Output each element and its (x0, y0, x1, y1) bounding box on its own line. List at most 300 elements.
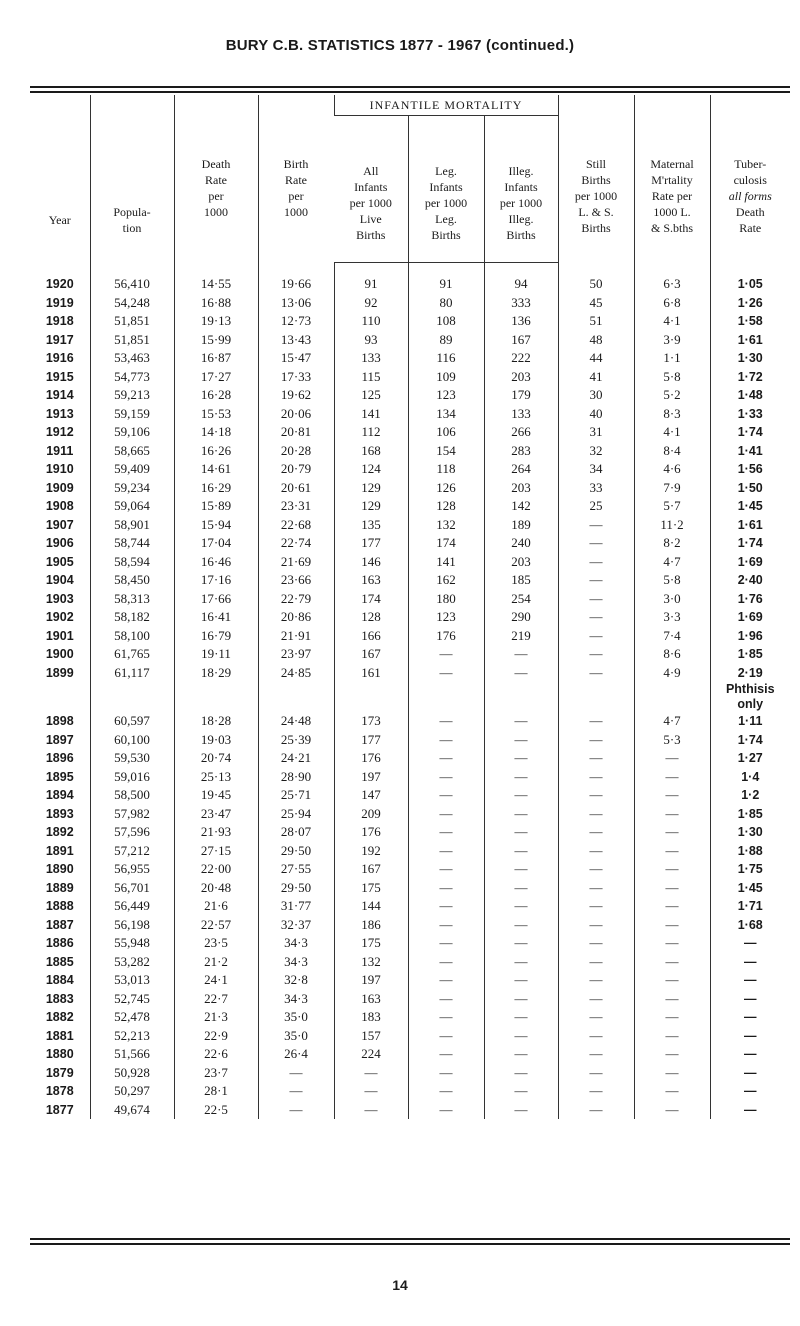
cell-leg-infants: 116 (408, 349, 484, 368)
cell-all-infants: 197 (334, 768, 408, 787)
cell-illeg-infants: — (484, 731, 558, 750)
cell-birth-rate: — (258, 1082, 334, 1101)
cell-all-infants: 110 (334, 312, 408, 331)
cell-birth-rate: 20·28 (258, 442, 334, 461)
cell-birth-rate: 34·3 (258, 953, 334, 972)
cell-maternal-mortality: — (634, 805, 710, 824)
cell-tb-death-rate: 1·05 (710, 275, 790, 294)
cell-birth-rate: 34·3 (258, 990, 334, 1009)
cell-still-births: — (558, 516, 634, 535)
cell-still-births: — (558, 842, 634, 861)
cell-tb-death-rate: 1·2 (710, 786, 790, 805)
cell-tb-death-rate: 1·72 (710, 368, 790, 387)
cell-population: 56,701 (90, 879, 174, 898)
cell-leg-infants: — (408, 645, 484, 664)
cell-all-infants: — (334, 1082, 408, 1101)
spacer-cell (174, 263, 258, 276)
cell-all-infants: 224 (334, 1045, 408, 1064)
table-row (30, 1064, 790, 1083)
cell-tb-death-rate: 1·61 (710, 516, 790, 535)
cell-still-births: 50 (558, 275, 634, 294)
header-illeg-infants: Illeg. Infants per 1000 Illeg. Births (484, 116, 558, 263)
cell-illeg-infants: — (484, 1101, 558, 1120)
table-row (30, 860, 790, 879)
cell-tb-death-rate: 1·58 (710, 312, 790, 331)
cell-still-births: — (558, 916, 634, 935)
cell-birth-rate: 19·62 (258, 386, 334, 405)
bottom-double-rule-lower (30, 1243, 790, 1245)
cell-year: 1920 (45, 277, 74, 292)
cell-still-births: — (558, 1064, 634, 1083)
cell-birth-rate: — (258, 1064, 334, 1083)
cell-death-rate: 17·66 (174, 590, 258, 609)
cell-death-rate: 22·00 (174, 860, 258, 879)
cell-year: 1903 (45, 591, 74, 606)
cell-all-infants: 176 (334, 823, 408, 842)
table-row (30, 1027, 790, 1046)
cell-illeg-infants: 203 (484, 368, 558, 387)
cell-still-births: — (558, 879, 634, 898)
cell-leg-infants: — (408, 897, 484, 916)
cell-still-births: — (558, 1082, 634, 1101)
cell-maternal-mortality: — (634, 823, 710, 842)
cell-maternal-mortality: — (634, 879, 710, 898)
cell-population: 61,117 (90, 664, 174, 683)
page-title: BURY C.B. STATISTICS 1877 - 1967 (continued.) (225, 37, 575, 54)
cell-still-births: — (558, 934, 634, 953)
cell-birth-rate: 24·21 (258, 749, 334, 768)
cell-birth-rate: 26·4 (258, 1045, 334, 1064)
cell-death-rate: 17·16 (174, 571, 258, 590)
cell-population: 52,213 (90, 1027, 174, 1046)
cell-all-infants: 115 (334, 368, 408, 387)
cell-tb-death-rate: 1·48 (710, 386, 790, 405)
cell-illeg-infants: 185 (484, 571, 558, 590)
cell-all-infants: 173 (334, 712, 408, 731)
spacer-cell (30, 263, 90, 276)
cell-all-infants: — (334, 1064, 408, 1083)
cell-population: 53,013 (90, 971, 174, 990)
cell-population: 54,248 (90, 294, 174, 313)
cell-illeg-infants: — (484, 786, 558, 805)
cell-tb-death-rate: 1·88 (710, 842, 790, 861)
cell-maternal-mortality: — (634, 786, 710, 805)
cell-population: 51,566 (90, 1045, 174, 1064)
cell-illeg-infants: 333 (484, 294, 558, 313)
cell-birth-rate: 23·66 (258, 571, 334, 590)
cell-birth-rate: 20·79 (258, 460, 334, 479)
cell-year: 1906 (45, 536, 74, 551)
cell-still-births: — (558, 786, 634, 805)
cell-death-rate: 15·99 (174, 331, 258, 350)
cell-year: 1913 (45, 406, 74, 421)
cell-death-rate: 22·6 (174, 1045, 258, 1064)
cell-leg-infants: — (408, 990, 484, 1009)
cell-death-rate: 16·87 (174, 349, 258, 368)
spacer-cell (258, 682, 334, 712)
cell-illeg-infants: 179 (484, 386, 558, 405)
cell-maternal-mortality: 6·3 (634, 275, 710, 294)
cell-illeg-infants: 283 (484, 442, 558, 461)
header-leg-infants: Leg. Infants per 1000 Leg. Births (408, 116, 484, 263)
cell-all-infants: 147 (334, 786, 408, 805)
table-row (30, 368, 790, 387)
cell-birth-rate: 21·69 (258, 553, 334, 572)
cell-maternal-mortality: — (634, 749, 710, 768)
header-still-births: Still Births per 1000 L. & S. Births (558, 95, 634, 263)
cell-population: 57,596 (90, 823, 174, 842)
table-row (30, 1045, 790, 1064)
cell-leg-infants: 174 (408, 534, 484, 553)
table-row (30, 934, 790, 953)
spacer-row (30, 263, 790, 276)
table-row (30, 1008, 790, 1027)
cell-year: 1893 (45, 806, 74, 821)
cell-tb-death-rate: 1·33 (710, 405, 790, 424)
cell-illeg-infants: — (484, 953, 558, 972)
table-row (30, 645, 790, 664)
cell-tb-death-rate: 1·26 (710, 294, 790, 313)
cell-population: 50,928 (90, 1064, 174, 1083)
table-row (30, 571, 790, 590)
cell-illeg-infants: 203 (484, 553, 558, 572)
cell-leg-infants: 134 (408, 405, 484, 424)
cell-leg-infants: 123 (408, 608, 484, 627)
cell-still-births: — (558, 645, 634, 664)
cell-tb-death-rate: 1·30 (710, 823, 790, 842)
table-row (30, 479, 790, 498)
cell-death-rate: 21·3 (174, 1008, 258, 1027)
cell-birth-rate: 12·73 (258, 312, 334, 331)
cell-birth-rate: 20·81 (258, 423, 334, 442)
cell-still-births: 51 (558, 312, 634, 331)
cell-tb-death-rate: 1·68 (710, 916, 790, 935)
cell-year: 1890 (45, 862, 74, 877)
cell-birth-rate: 21·91 (258, 627, 334, 646)
table-row (30, 664, 790, 683)
cell-maternal-mortality: — (634, 1008, 710, 1027)
cell-tb-death-rate: — (710, 1082, 790, 1101)
cell-population: 59,064 (90, 497, 174, 516)
cell-death-rate: 15·89 (174, 497, 258, 516)
table-row (30, 331, 790, 350)
cell-all-infants: 209 (334, 805, 408, 824)
cell-death-rate: 17·04 (174, 534, 258, 553)
cell-leg-infants: — (408, 712, 484, 731)
cell-still-births: — (558, 749, 634, 768)
cell-year: 1877 (45, 1102, 74, 1117)
cell-still-births: — (558, 553, 634, 572)
spacer-cell (90, 682, 174, 712)
cell-birth-rate: 25·71 (258, 786, 334, 805)
cell-birth-rate: 20·06 (258, 405, 334, 424)
cell-year: 1883 (45, 991, 74, 1006)
cell-birth-rate: 19·66 (258, 275, 334, 294)
cell-maternal-mortality: — (634, 1082, 710, 1101)
cell-tb-death-rate: — (710, 1045, 790, 1064)
table-row (30, 1082, 790, 1101)
table-row (30, 405, 790, 424)
cell-maternal-mortality: 5·8 (634, 368, 710, 387)
cell-tb-death-rate: 1·69 (710, 608, 790, 627)
cell-illeg-infants: 219 (484, 627, 558, 646)
table-body (30, 263, 790, 1120)
cell-illeg-infants: — (484, 664, 558, 683)
cell-tb-death-rate: 1·45 (710, 879, 790, 898)
cell-illeg-infants: 189 (484, 516, 558, 535)
cell-year: 1878 (45, 1084, 74, 1099)
cell-illeg-infants: — (484, 823, 558, 842)
cell-illeg-infants: 136 (484, 312, 558, 331)
cell-still-births: — (558, 712, 634, 731)
cell-death-rate: 20·74 (174, 749, 258, 768)
cell-illeg-infants: 203 (484, 479, 558, 498)
cell-still-births: 45 (558, 294, 634, 313)
cell-birth-rate: 22·79 (258, 590, 334, 609)
header-tb-death-rate: Death Rate (735, 204, 765, 235)
cell-tb-death-rate: — (710, 1027, 790, 1046)
cell-maternal-mortality: — (634, 1064, 710, 1083)
cell-leg-infants: — (408, 1045, 484, 1064)
cell-birth-rate: 32·8 (258, 971, 334, 990)
cell-all-infants: 177 (334, 534, 408, 553)
cell-birth-rate: 22·74 (258, 534, 334, 553)
top-double-rule-lower (30, 91, 790, 93)
cell-leg-infants: — (408, 805, 484, 824)
cell-still-births: 40 (558, 405, 634, 424)
cell-tb-death-rate: 2·19 (710, 664, 790, 683)
cell-still-births: — (558, 1045, 634, 1064)
cell-all-infants: 167 (334, 645, 408, 664)
cell-illeg-infants: — (484, 1064, 558, 1083)
cell-death-rate: 24·1 (174, 971, 258, 990)
spacer-cell (558, 682, 634, 712)
cell-death-rate: 20·48 (174, 879, 258, 898)
cell-all-infants: 133 (334, 349, 408, 368)
cell-all-infants: 91 (334, 275, 408, 294)
cell-year: 1886 (45, 936, 74, 951)
cell-population: 54,773 (90, 368, 174, 387)
cell-all-infants: 197 (334, 971, 408, 990)
cell-leg-infants: 176 (408, 627, 484, 646)
cell-birth-rate: 29·50 (258, 879, 334, 898)
cell-tb-death-rate: — (710, 934, 790, 953)
spacer-cell (30, 682, 90, 712)
cell-population: 61,765 (90, 645, 174, 664)
header-all-infants: All Infants per 1000 Live Births (334, 116, 408, 263)
cell-illeg-infants: 142 (484, 497, 558, 516)
cell-still-births: — (558, 664, 634, 683)
spacer-cell (174, 682, 258, 712)
cell-maternal-mortality: 11·2 (634, 516, 710, 535)
cell-birth-rate: 24·85 (258, 664, 334, 683)
cell-all-infants: 166 (334, 627, 408, 646)
header-tb-all-forms: all forms (728, 188, 772, 203)
cell-maternal-mortality: — (634, 990, 710, 1009)
table-row (30, 712, 790, 731)
cell-all-infants: 177 (334, 731, 408, 750)
cell-leg-infants: 80 (408, 294, 484, 313)
cell-still-births: — (558, 823, 634, 842)
cell-population: 60,597 (90, 712, 174, 731)
cell-maternal-mortality: — (634, 1027, 710, 1046)
cell-leg-infants: — (408, 916, 484, 935)
cell-illeg-infants: — (484, 897, 558, 916)
cell-death-rate: 25·13 (174, 768, 258, 787)
cell-population: 55,948 (90, 934, 174, 953)
cell-maternal-mortality: 4·1 (634, 312, 710, 331)
cell-year: 1889 (45, 880, 74, 895)
cell-death-rate: 22·57 (174, 916, 258, 935)
cell-leg-infants: — (408, 1101, 484, 1120)
cell-still-births: — (558, 990, 634, 1009)
table-row (30, 275, 790, 294)
cell-death-rate: 18·29 (174, 664, 258, 683)
cell-illeg-infants: — (484, 1082, 558, 1101)
cell-tb-death-rate: — (710, 953, 790, 972)
cell-birth-rate: 35·0 (258, 1027, 334, 1046)
cell-year: 1884 (45, 973, 74, 988)
cell-birth-rate: 25·39 (258, 731, 334, 750)
cell-maternal-mortality: 6·8 (634, 294, 710, 313)
cell-leg-infants: 108 (408, 312, 484, 331)
cell-death-rate: 22·5 (174, 1101, 258, 1120)
cell-illeg-infants: 264 (484, 460, 558, 479)
cell-population: 59,106 (90, 423, 174, 442)
cell-leg-infants: — (408, 879, 484, 898)
cell-population: 56,410 (90, 275, 174, 294)
cell-leg-infants: 154 (408, 442, 484, 461)
cell-all-infants: 192 (334, 842, 408, 861)
cell-still-births: 30 (558, 386, 634, 405)
table-row (30, 294, 790, 313)
table-row (30, 590, 790, 609)
cell-leg-infants: — (408, 1064, 484, 1083)
cell-leg-infants: 162 (408, 571, 484, 590)
cell-birth-rate: 27·55 (258, 860, 334, 879)
spacer-cell (484, 682, 558, 712)
cell-leg-infants: 128 (408, 497, 484, 516)
cell-death-rate: 16·46 (174, 553, 258, 572)
cell-population: 50,297 (90, 1082, 174, 1101)
header-maternal-mortality: Maternal M'rtality Rate per 1000 L. & S.bths (634, 95, 710, 263)
cell-year: 1898 (45, 714, 74, 729)
cell-population: 60,100 (90, 731, 174, 750)
cell-year: 1919 (45, 295, 74, 310)
cell-illeg-infants: — (484, 934, 558, 953)
cell-all-infants: 92 (334, 294, 408, 313)
cell-population: 59,213 (90, 386, 174, 405)
cell-year: 1902 (45, 610, 74, 625)
cell-tb-death-rate: 1·75 (710, 860, 790, 879)
cell-maternal-mortality: 4·7 (634, 553, 710, 572)
cell-death-rate: 14·61 (174, 460, 258, 479)
cell-maternal-mortality: 5·3 (634, 731, 710, 750)
cell-maternal-mortality: 7·4 (634, 627, 710, 646)
table-row (30, 990, 790, 1009)
table-row (30, 1101, 790, 1120)
cell-maternal-mortality: — (634, 1045, 710, 1064)
cell-tb-death-rate: 1·27 (710, 749, 790, 768)
cell-birth-rate: 32·37 (258, 916, 334, 935)
cell-maternal-mortality: — (634, 1101, 710, 1120)
cell-all-infants: 144 (334, 897, 408, 916)
cell-still-births: — (558, 971, 634, 990)
cell-year: 1882 (45, 1010, 74, 1025)
cell-maternal-mortality: 5·2 (634, 386, 710, 405)
cell-illeg-infants: — (484, 645, 558, 664)
cell-maternal-mortality: — (634, 897, 710, 916)
cell-tb-death-rate: 1·61 (710, 331, 790, 350)
cell-population: 49,674 (90, 1101, 174, 1120)
cell-leg-infants: — (408, 860, 484, 879)
cell-maternal-mortality: 3·0 (634, 590, 710, 609)
cell-year: 1899 (45, 665, 74, 680)
cell-maternal-mortality: 3·9 (634, 331, 710, 350)
cell-birth-rate: 28·07 (258, 823, 334, 842)
top-double-rule-upper (30, 86, 790, 88)
cell-all-infants: 163 (334, 990, 408, 1009)
table-row (30, 553, 790, 572)
cell-year: 1891 (45, 843, 74, 858)
table-row (30, 386, 790, 405)
cell-population: 52,478 (90, 1008, 174, 1027)
header-tuberculosis (710, 95, 790, 263)
cell-death-rate: 23·7 (174, 1064, 258, 1083)
spacer-cell (408, 682, 484, 712)
spacer-cell (558, 263, 634, 276)
cell-tb-death-rate: 1·71 (710, 897, 790, 916)
cell-illeg-infants: — (484, 860, 558, 879)
cell-all-infants: 161 (334, 664, 408, 683)
cell-leg-infants: — (408, 786, 484, 805)
phthisis-note-row (30, 682, 790, 712)
bottom-double-rule-upper (30, 1238, 790, 1240)
cell-all-infants: 146 (334, 553, 408, 572)
cell-birth-rate: — (258, 1101, 334, 1120)
cell-maternal-mortality: 1·1 (634, 349, 710, 368)
table-row (30, 768, 790, 787)
cell-leg-infants: 180 (408, 590, 484, 609)
cell-tb-death-rate: 1·30 (710, 349, 790, 368)
cell-death-rate: 18·28 (174, 712, 258, 731)
cell-maternal-mortality: — (634, 768, 710, 787)
cell-death-rate: 16·26 (174, 442, 258, 461)
cell-leg-infants: — (408, 749, 484, 768)
cell-death-rate: 16·88 (174, 294, 258, 313)
cell-still-births: — (558, 731, 634, 750)
cell-leg-infants: 118 (408, 460, 484, 479)
cell-illeg-infants: — (484, 1008, 558, 1027)
cell-birth-rate: 20·86 (258, 608, 334, 627)
cell-tb-death-rate: 1·96 (710, 627, 790, 646)
cell-death-rate: 27·15 (174, 842, 258, 861)
cell-illeg-infants: 94 (484, 275, 558, 294)
table-row (30, 497, 790, 516)
cell-year: 1880 (45, 1047, 74, 1062)
cell-all-infants: 183 (334, 1008, 408, 1027)
cell-population: 58,100 (90, 627, 174, 646)
cell-year: 1887 (45, 917, 74, 932)
cell-year: 1881 (45, 1028, 74, 1043)
cell-year: 1894 (45, 788, 74, 803)
cell-death-rate: 19·03 (174, 731, 258, 750)
cell-year: 1896 (45, 751, 74, 766)
cell-maternal-mortality: 5·7 (634, 497, 710, 516)
cell-still-births: — (558, 1008, 634, 1027)
cell-year: 1904 (45, 573, 74, 588)
table-row (30, 916, 790, 935)
